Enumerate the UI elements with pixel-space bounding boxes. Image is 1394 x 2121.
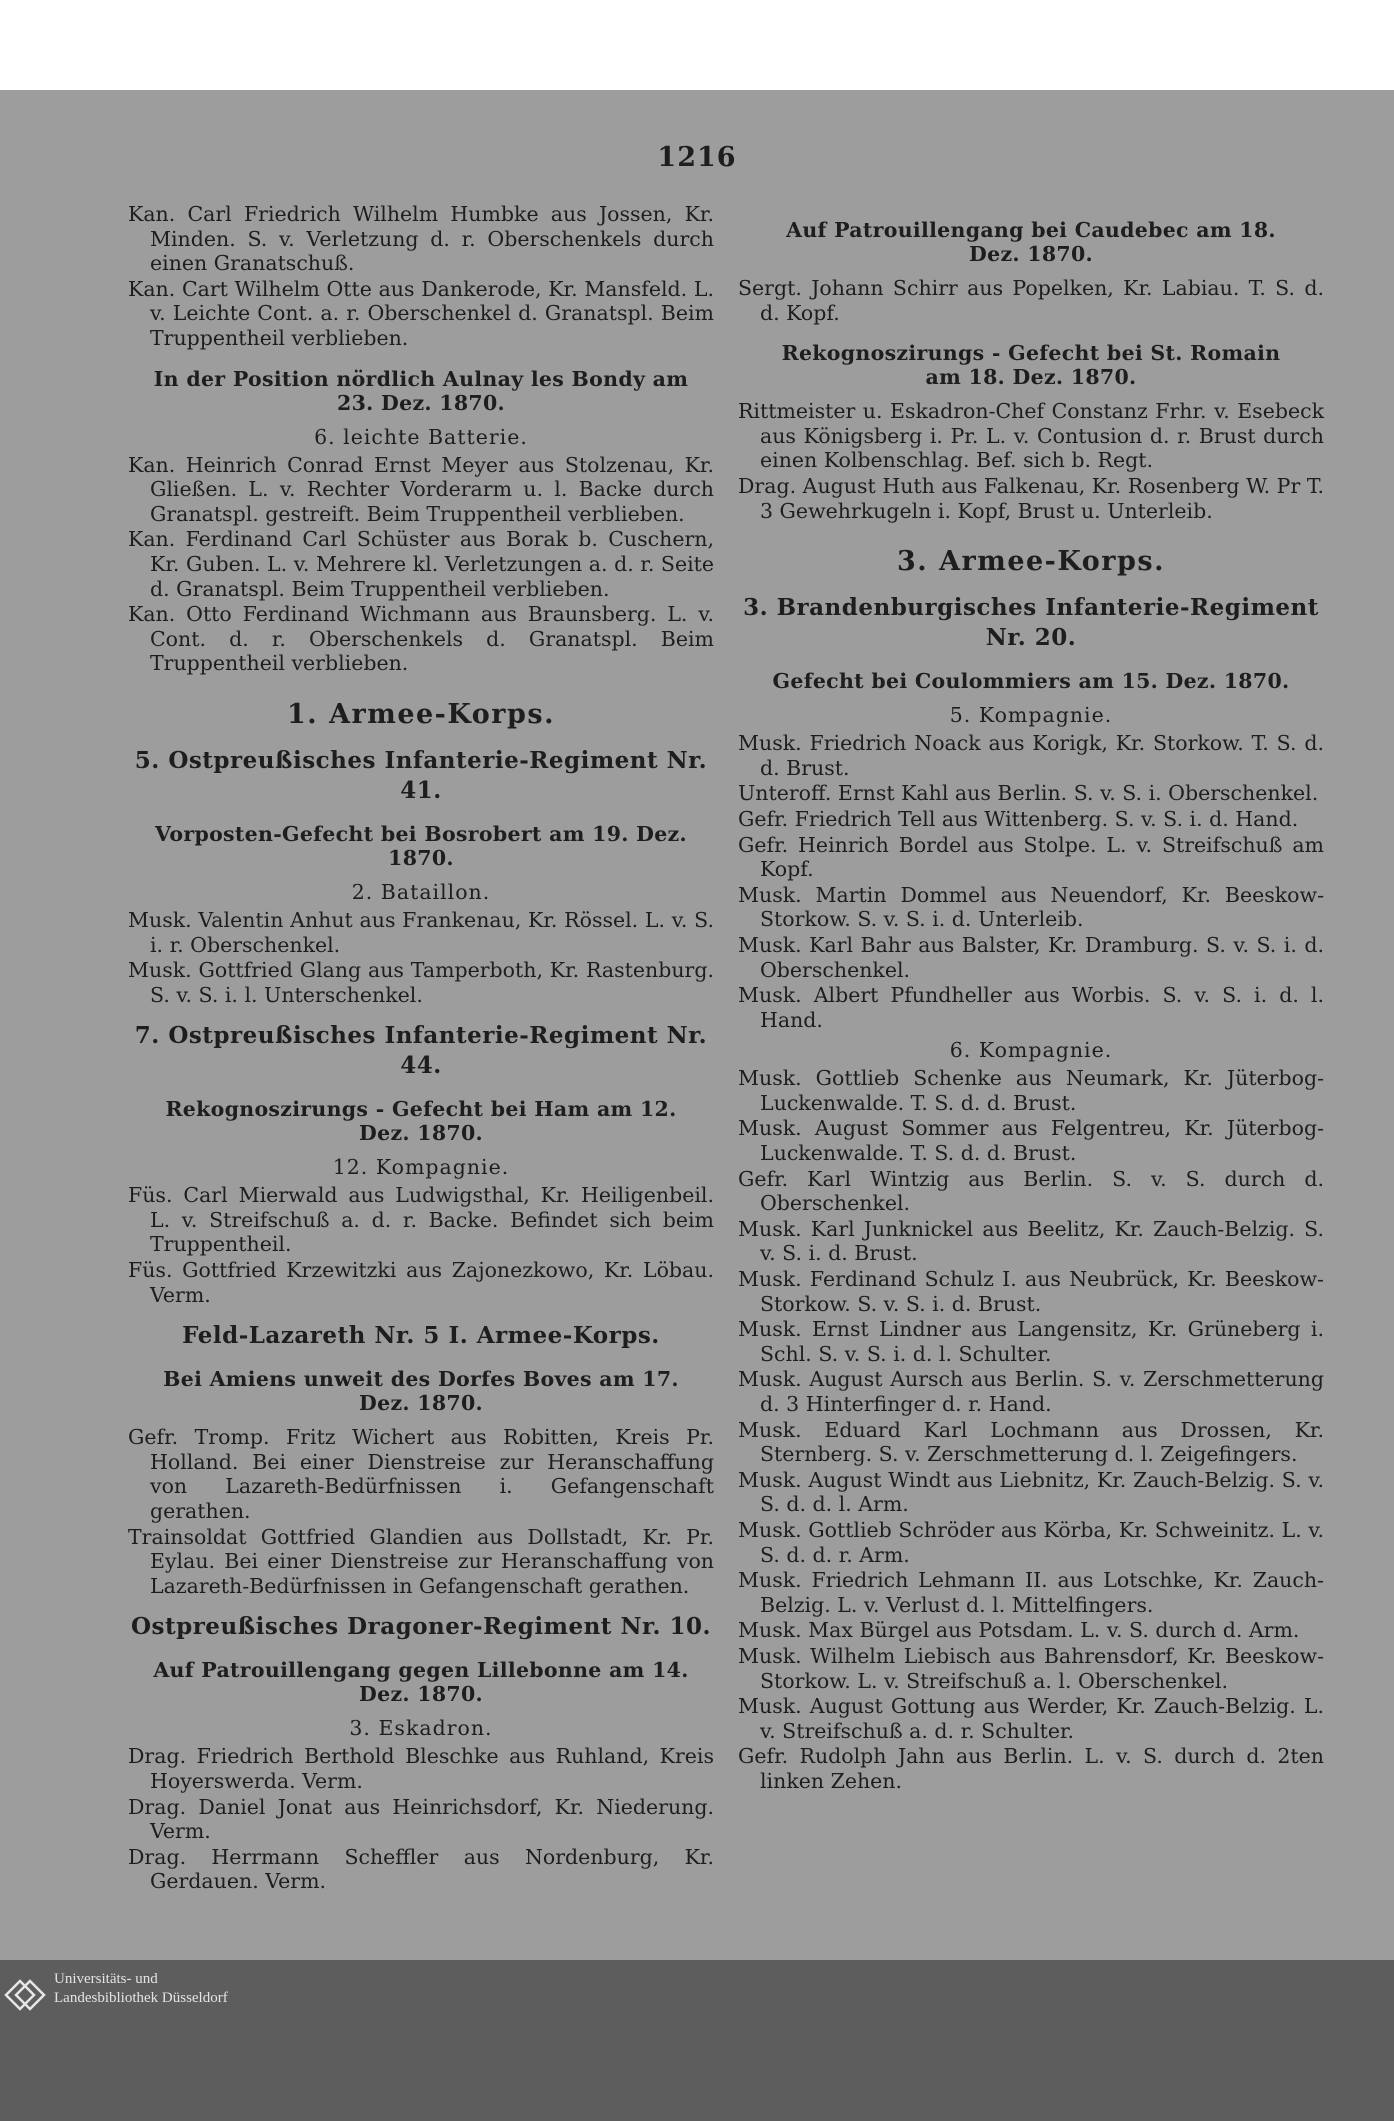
casualty-entry: Musk. Max Bürgel aus Potsdam. L. v. S. durch d. Arm. (738, 1618, 1300, 1643)
left-column (128, 202, 714, 1895)
casualty-entry: Gefr. Friedrich Tell aus Wittenberg. S. v. S. i. d. Hand. (738, 806, 1299, 831)
place-heading: Auf Patrouillengang bei Caudebec am 18. Dez. 1870. (786, 218, 1276, 266)
casualty-entry: Musk. August Gottung aus Werder, Kr. Zauch-Belzig. L. v. Streifschuß a. d. r. Schulter. (738, 1694, 1324, 1743)
top-margin (0, 0, 1394, 90)
casualty-entry: Musk. August Windt aus Liebnitz, Kr. Zauch-Belzig. S. v. S. d. d. l. Arm. (738, 1467, 1324, 1517)
casualty-entry: Füs. Gottfried Krzewitzki aus Zajonezkowo, Kr. Löbau. Verm. (128, 1258, 714, 1307)
library-credit (54, 1970, 228, 2008)
unit-heading: 5. Kompagnie. (949, 703, 1113, 728)
corps-heading: 1. Armee-Korps. (287, 698, 555, 730)
page-number: 1216 (657, 142, 737, 173)
casualty-entry: Gefr. Tromp. Fritz Wichert aus Robitten, Kreis Pr. Holland. Bei einer Dienstreise zur Heranschaffung von Lazareth-Bedürfnissen i. Gefangenschaft gerathen. (128, 1425, 714, 1524)
regiment-heading: Feld-Lazareth Nr. 5 I. Armee-Korps. (182, 1322, 660, 1350)
casualty-entry: Musk. Karl Bahr aus Balster, Kr. Dramburg. S. v. S. i. d. Oberschenkel. (738, 932, 1324, 982)
place-heading: Gefecht bei Coulommiers am 15. Dez. 1870. (772, 669, 1290, 694)
casualty-entry: Musk. August Sommer aus Felgentreu, Kr. Jüterbog-Luckenwalde. T. S. d. d. Brust. (738, 1116, 1324, 1166)
casualty-entry: Kan. Ferdinand Carl Schüster aus Borak b. Cuschern, Kr. Guben. L. v. Mehrere kl. Verletzungen a. d. r. Seite d. Granatspl. Beim Truppentheil verblieben. (128, 527, 714, 601)
casualty-entry: Drag. Friedrich Berthold Bleschke aus Ruhland, Kreis Hoyerswerda. Verm. (128, 1744, 714, 1793)
unit-heading: 12. Kompagnie. (332, 1155, 510, 1180)
casualty-entry: Kan. Cart Wilhelm Otte aus Dankerode, Kr. Mansfeld. L. v. Leichte Cont. a. r. Oberschenkel d. Granatspl. Beim Truppentheil verblieben. (128, 276, 714, 350)
casualty-entry: Musk. Friedrich Noack aus Korigk, Kr. Storkow. T. S. d. d. Brust. (738, 731, 1324, 780)
casualty-entry: Kan. Carl Friedrich Wilhelm Humbke aus Jossen, Kr. Minden. S. v. Verletzung d. r. Oberschenkels durch einen Granatschuß. (128, 202, 714, 276)
regiment-heading: 5. Ostpreußisches Infanterie-Regiment Nr. 41. (134, 746, 708, 804)
casualty-entry: Drag. Herrmann Scheffler aus Nordenburg, Kr. Gerdauen. Verm. (128, 1844, 714, 1894)
unit-heading: 6. leichte Batterie. (314, 424, 528, 449)
casualty-entry: Gefr. Karl Wintzig aus Berlin. S. v. S. durch d. Oberschenkel. (738, 1166, 1324, 1216)
casualty-entry: Musk. Karl Junknickel aus Beelitz, Kr. Zauch-Belzig. S. v. S. i. d. Brust. (738, 1216, 1324, 1266)
casualty-entry: Musk. Ernst Lindner aus Langensitz, Kr. Grüneberg i. Schl. S. v. S. i. d. l. Schulter. (738, 1317, 1324, 1366)
casualty-entry: Musk. Eduard Karl Lochmann aus Drossen, Kr. Sternberg. S. v. Zerschmetterung d. l. Zeigefingers. (738, 1417, 1324, 1467)
place-heading: Rekognoszirungs - Gefecht bei Ham am 12. Dez. 1870. (165, 1097, 677, 1146)
casualty-entry: Rittmeister u. Eskadron-Chef Constanz Frhr. v. Esebeck aus Königsberg i. Pr. L. v. Contusion d. r. Brust durch einen Kolbenschlag. Bef. sich b. Regt. (738, 399, 1324, 473)
corps-heading: 3. Armee-Korps. (897, 546, 1165, 578)
casualty-entry: Gefr. Rudolph Jahn aus Berlin. L. v. S. durch d. 2ten linken Zehen. (738, 1744, 1324, 1793)
casualty-entry: Sergt. Johann Schirr aus Popelken, Kr. Labiau. T. S. d. d. Kopf. (738, 276, 1324, 325)
unit-heading: 2. Bataillon. (351, 879, 491, 904)
casualty-entry: Drag. August Huth aus Falkenau, Kr. Rosenberg W. Pr T. 3 Gewehrkugeln i. Kopf, Brust u. Unterleib. (738, 473, 1324, 523)
casualty-entry: Füs. Carl Mierwald aus Ludwigsthal, Kr. Heiligenbeil. L. v. Streifschuß a. d. r. Backe. Befindet sich beim Truppentheil. (128, 1183, 714, 1257)
regiment-heading: Ostpreußisches Dragoner-Regiment Nr. 10. (131, 1613, 711, 1641)
casualty-entry: Unteroff. Ernst Kahl aus Berlin. S. v. S. i. Oberschenkel. (738, 781, 1319, 806)
casualty-entry: Musk. Ferdinand Schulz I. aus Neubrück, Kr. Beeskow-Storkow. S. v. S. i. d. Brust. (738, 1267, 1324, 1316)
library-logo-icon (2, 1972, 48, 2018)
casualty-entry: Musk. Wilhelm Liebisch aus Bahrensdorf, Kr. Beeskow-Storkow. L. v. Streifschuß a. l. Oberschenkel. (738, 1643, 1324, 1693)
casualty-entry: Musk. Gottfried Glang aus Tamperboth, Kr. Rastenburg. S. v. S. i. l. Unterschenkel. (128, 958, 714, 1007)
place-heading: Rekognoszirungs - Gefecht bei St. Romain am 18. Dez. 1870. (781, 341, 1281, 390)
regiment-heading: 7. Ostpreußisches Infanterie-Regiment Nr. 44. (134, 1022, 708, 1080)
library-line-2: Landesbibliothek Düsseldorf (54, 1990, 228, 2006)
unit-heading: 6. Kompagnie. (949, 1038, 1113, 1063)
casualty-entry: Musk. Gottlieb Schröder aus Körba, Kr. Schweinitz. L. v. S. d. d. r. Arm. (738, 1517, 1324, 1567)
casualty-entry: Drag. Daniel Jonat aus Heinrichsdorf, Kr. Niederung. Verm. (128, 1794, 714, 1844)
casualty-entry: Musk. Valentin Anhut aus Frankenau, Kr. Rössel. L. v. S. i. r. Oberschenkel. (128, 907, 714, 957)
casualty-entry: Gefr. Heinrich Bordel aus Stolpe. L. v. Streifschuß am Kopf. (738, 832, 1324, 882)
place-heading: Bei Amiens unweit des Dorfes Boves am 17. Dez. 1870. (163, 1367, 679, 1416)
casualty-entry: Musk. Friedrich Lehmann II. aus Lotschke, Kr. Zauch-Belzig. L. v. Verlust d. l. Mittelfingers. (738, 1568, 1324, 1617)
regiment-heading: 3. Brandenburgisches Infanterie-Regiment Nr. 20. (743, 594, 1319, 652)
casualty-entry: Musk. August Aursch aus Berlin. S. v. Zerschmetterung d. 3 Hinterfinger d. r. Hand. (738, 1367, 1324, 1416)
casualty-entry: Musk. Albert Pfundheller aus Worbis. S. v. S. i. d. l. Hand. (738, 983, 1324, 1032)
place-heading: In der Position nördlich Aulnay les Bondy am 23. Dez. 1870. (153, 366, 689, 415)
place-heading: Vorposten-Gefecht bei Bosrobert am 19. Dez. 1870. (155, 821, 687, 870)
place-heading: Auf Patrouillengang gegen Lillebonne am 14. Dez. 1870. (153, 1658, 689, 1707)
casualty-entry: Musk. Martin Dommel aus Neuendorf, Kr. Beeskow-Storkow. S. v. S. i. d. Unterleib. (738, 882, 1324, 932)
right-column (738, 202, 1324, 1795)
casualty-entry: Trainsoldat Gottfried Glandien aus Dollstadt, Kr. Pr. Eylau. Bei einer Dienstreise zur Heranschaffung von Lazareth-Bedürfnissen in Gefangenschaft gerathen. (128, 1524, 714, 1598)
library-line-1: Universitäts- und (54, 1971, 158, 1987)
casualty-entry: Kan. Heinrich Conrad Ernst Meyer aus Stolzenau, Kr. Gließen. L. v. Rechter Vorderarm u. l. Backe durch Granatspl. gestreift. Beim Truppentheil verblieben. (128, 452, 714, 526)
casualty-entry: Musk. Gottlieb Schenke aus Neumark, Kr. Jüterbog-Luckenwalde. T. S. d. d. Brust. (738, 1066, 1324, 1115)
unit-heading: 3. Eskadron. (349, 1716, 493, 1741)
casualty-entry: Kan. Otto Ferdinand Wichmann aus Braunsberg. L. v. Cont. d. r. Oberschenkels d. Granatspl. Beim Truppentheil verblieben. (128, 602, 714, 676)
